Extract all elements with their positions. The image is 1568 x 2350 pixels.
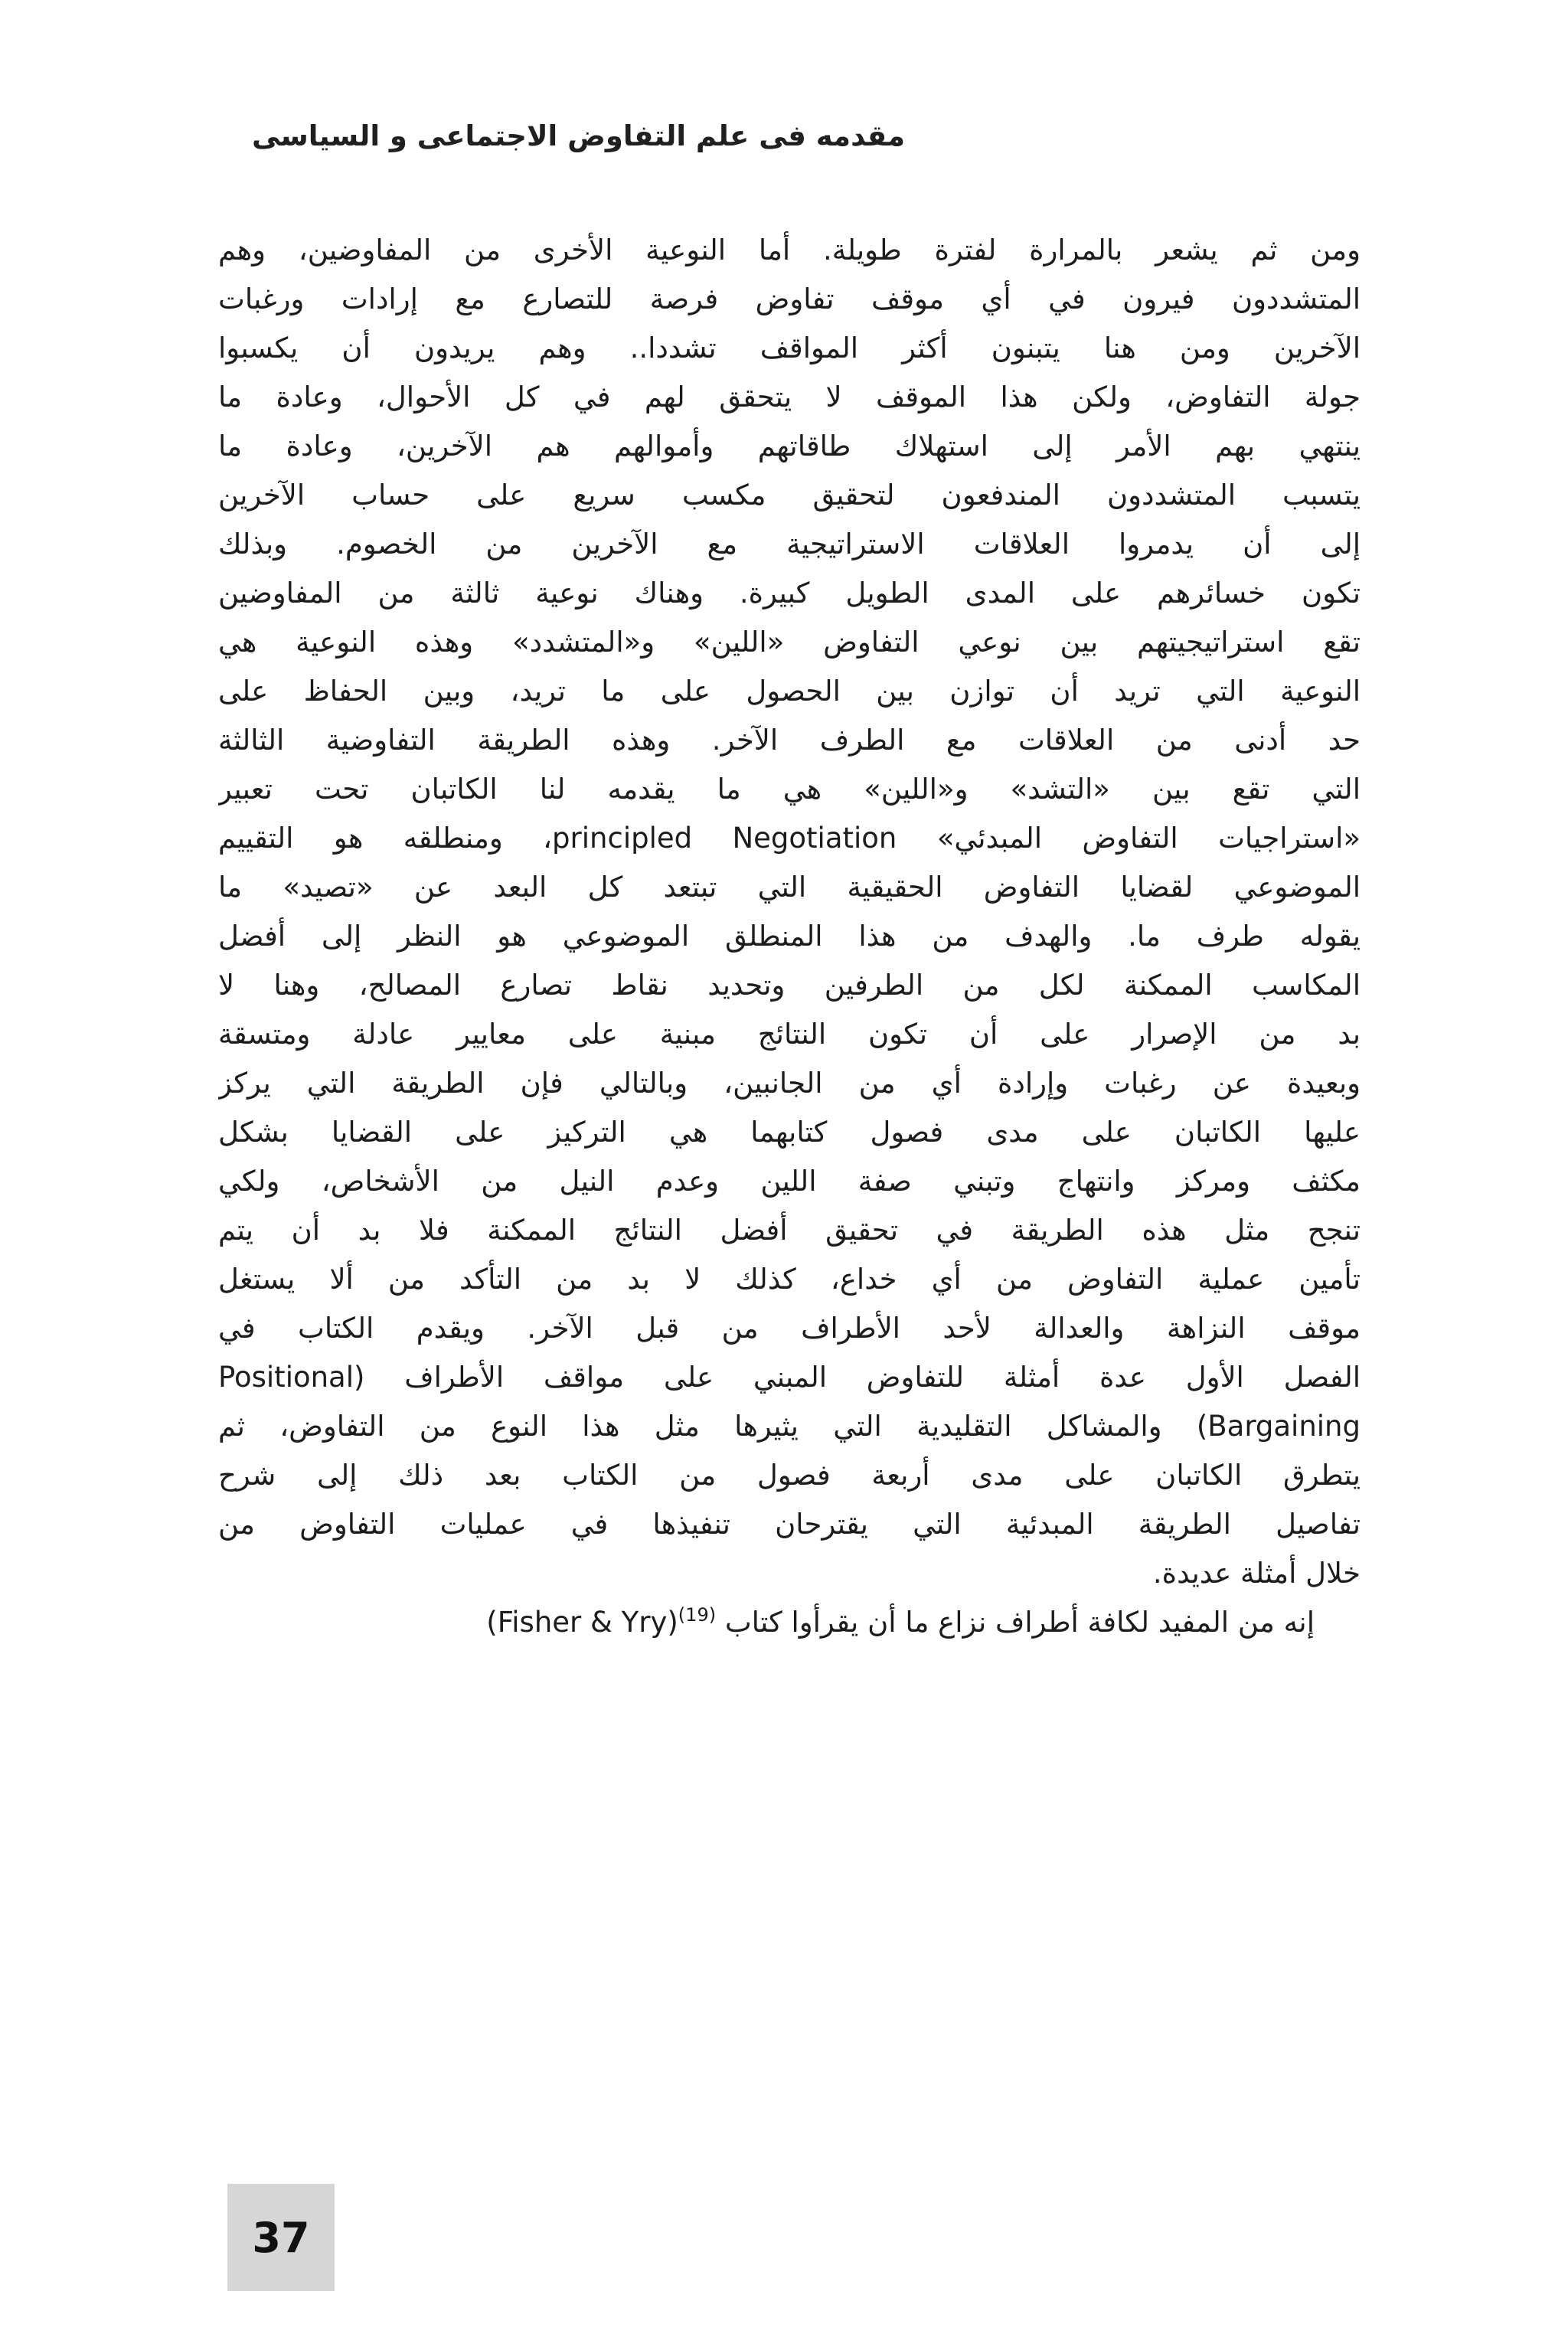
line-text: إنه من المفيد لكافة أطراف نزاع ما أن يقرأوا كتاب [716,1606,1315,1639]
text-line: تكون خسائرهم على المدى الطويل كبيرة. وهناك نوعية ثالثة من المفاوضين [218,577,1361,610]
text-line: يتسبب المتشددون المندفعون لتحقيق مكسب سريع على حساب الآخرين [218,479,1361,512]
text-line: عليها الكاتبان على مدى فصول كتابهما هي التركيز على القضايا بشكل [218,1116,1361,1149]
text-line: جولة التفاوض، ولكن هذا الموقف لا يتحقق لهم في كل الأحوال، وعادة ما [218,381,1361,413]
text-line: مكثف ومركز وانتهاج وتبني صفة اللين وعدم النيل من الأشخاص، ولكي [218,1165,1361,1198]
text-line: تأمين عملية التفاوض من أي خداع، كذلك لا بد من التأكد من ألا يستغل [218,1263,1361,1296]
text-line: النوعية التي تريد أن توازن بين الحصول على ما تريد، وبين الحفاظ على [218,675,1361,708]
text-line: يقوله طرف ما. والهدف من هذا المنطلق الموضوعي هو النظر إلى أفضل [218,920,1361,953]
text-line: وبعيدة عن رغبات وإرادة أي من الجانبين، وبالتالي فإن الطريقة التي يركز [218,1067,1361,1100]
text-line: إلى أن يدمروا العلاقات الاستراتيجية مع الآخرين من الخصوم. وبذلك [218,528,1361,561]
text-line: الآخرين ومن هنا يتبنون أكثر المواقف تشددا.. وهم يريدون أن يكسبوا [218,332,1361,364]
text-line: تقع استراتيجيتهم بين نوعي التفاوض «اللين» و«المتشدد» وهذه النوعية هي [218,626,1361,659]
text-line: موقف النزاهة والعدالة لأحد الأطراف من قبل الآخر. ويقدم الكتاب في [218,1312,1361,1345]
page-number-box [227,2184,335,2291]
text-line: المتشددون فيرون في أي موقف تفاوض فرصة للتصارع مع إرادات ورغبات [218,283,1361,315]
running-header: مقدمه فى علم التفاوض الاجتماعى و السياسى [251,119,905,152]
text-line: حد أدنى من العلاقات مع الطرف الآخر. وهذه الطريقة التفاوضية الثالثة [218,724,1361,757]
paragraph-end-line: خلال أمثلة عديدة. [1152,1557,1361,1590]
text-line: المكاسب الممكنة لكل من الطرفين وتحديد نقاط تصارع المصالح، وهنا لا [218,969,1361,1002]
book-reference: (Fisher & Yry) [486,1606,678,1639]
text-line: بد من الإصرار على أن تكون النتائج مبنية على معايير عادلة ومتسقة [218,1018,1361,1051]
text-line: ينتهي بهم الأمر إلى استهلاك طاقاتهم وأموالهم هم الآخرين، وعادة ما [218,430,1361,462]
text-line: ومن ثم يشعر بالمرارة لفترة طويلة. أما النوعية الأخرى من المفاوضين، وهم [218,234,1361,266]
body-text [218,226,1361,1647]
text-line: Bargaining) والمشاكل التقليدية التي يثيرها مثل هذا النوع من التفاوض، ثم [218,1410,1361,1443]
text-line: تنجح مثل هذه الطريقة في تحقيق أفضل النتائج الممكنة فلا بد أن يتم [218,1214,1361,1247]
text-line: يتطرق الكاتبان على مدى أربعة فصول من الكتاب بعد ذلك إلى شرح [218,1459,1361,1492]
page-number: 37 [252,2213,310,2262]
text-line: تفاصيل الطريقة المبدئية التي يقترحان تنفيذها في عمليات التفاوض من [218,1508,1361,1541]
text-line: التي تقع بين «التشد» و«اللين» هي ما يقدمه لنا الكاتبان تحت تعبير [218,773,1361,806]
footnote-reference: (19) [678,1604,717,1626]
text-line: الموضوعي لقضايا التفاوض الحقيقية التي تبتعد كل البعد عن «تصيد» ما [218,871,1361,904]
text-line: الفصل الأول عدة أمثلة للتفاوض المبني على مواقف الأطراف (Positional [218,1361,1361,1394]
text-line: «استراجيات التفاوض المبدئي» principled Negotiation، ومنطلقه هو التقييم [218,822,1361,855]
paragraph-start-line [218,1598,1361,1647]
